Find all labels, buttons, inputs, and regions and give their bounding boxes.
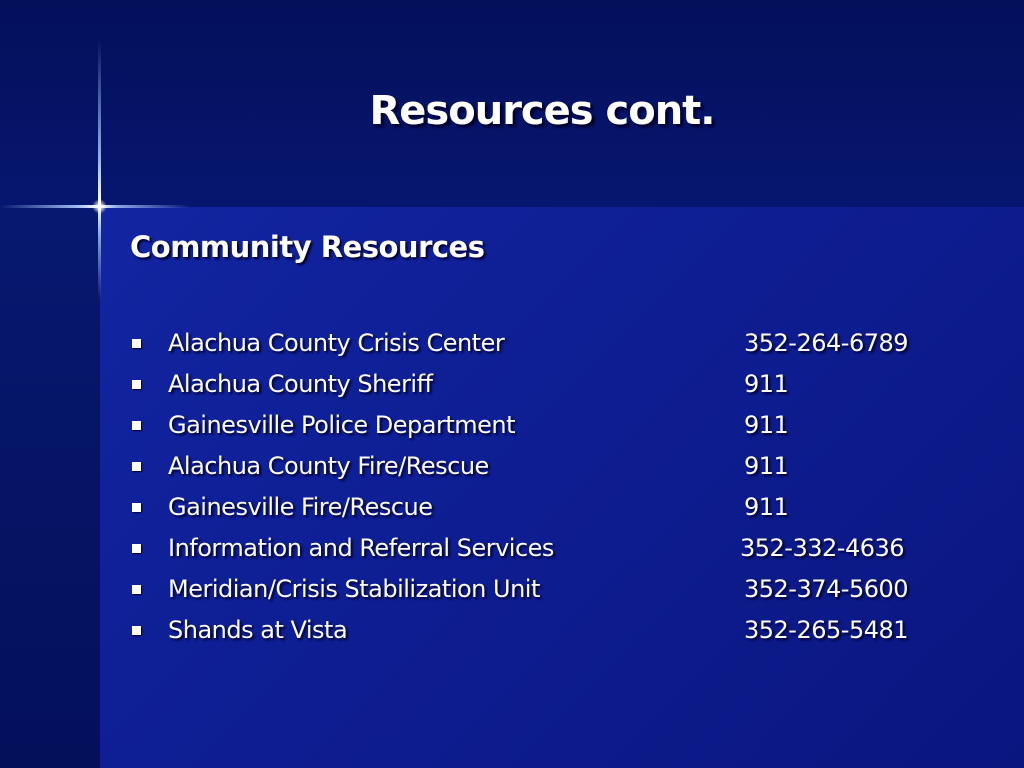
square-bullet-icon <box>132 544 141 553</box>
resource-name: Alachua County Fire/Rescue <box>168 452 489 480</box>
resource-name: Alachua County Crisis Center <box>168 329 505 357</box>
lens-flare-vertical <box>98 40 101 300</box>
resource-phone: 911 <box>744 370 789 398</box>
resource-phone: 911 <box>744 411 789 439</box>
left-band <box>0 207 100 768</box>
resource-phone: 911 <box>744 493 789 521</box>
resource-item <box>130 406 990 447</box>
resource-phone: 911 <box>744 452 789 480</box>
resource-name: Meridian/Crisis Stabilization Unit <box>168 575 540 603</box>
resource-item <box>130 611 990 652</box>
resource-name: Gainesville Police Department <box>168 411 516 439</box>
square-bullet-icon <box>132 626 141 635</box>
resource-name: Gainesville Fire/Rescue <box>168 493 433 521</box>
resource-list <box>130 324 990 652</box>
resource-name: Alachua County Sheriff <box>168 370 433 398</box>
resource-item <box>130 529 990 570</box>
slide-subtitle: Community Resources <box>130 230 485 264</box>
resource-phone: 352-332-4636 <box>740 534 905 562</box>
square-bullet-icon <box>132 380 141 389</box>
square-bullet-icon <box>132 339 141 348</box>
resource-phone: 352-374-5600 <box>744 575 909 603</box>
resource-item <box>130 570 990 611</box>
resource-name: Information and Referral Services <box>168 534 554 562</box>
resource-name: Shands at Vista <box>168 616 348 644</box>
square-bullet-icon <box>132 462 141 471</box>
slide-title: Resources cont. <box>369 88 715 134</box>
resource-item <box>130 365 990 406</box>
resource-item <box>130 488 990 529</box>
square-bullet-icon <box>132 421 141 430</box>
square-bullet-icon <box>132 585 141 594</box>
resource-phone: 352-264-6789 <box>744 329 909 357</box>
resource-item <box>130 324 990 365</box>
resource-item <box>130 447 990 488</box>
resource-phone: 352-265-5481 <box>744 616 909 644</box>
lens-flare-star-icon <box>92 199 107 214</box>
square-bullet-icon <box>132 503 141 512</box>
